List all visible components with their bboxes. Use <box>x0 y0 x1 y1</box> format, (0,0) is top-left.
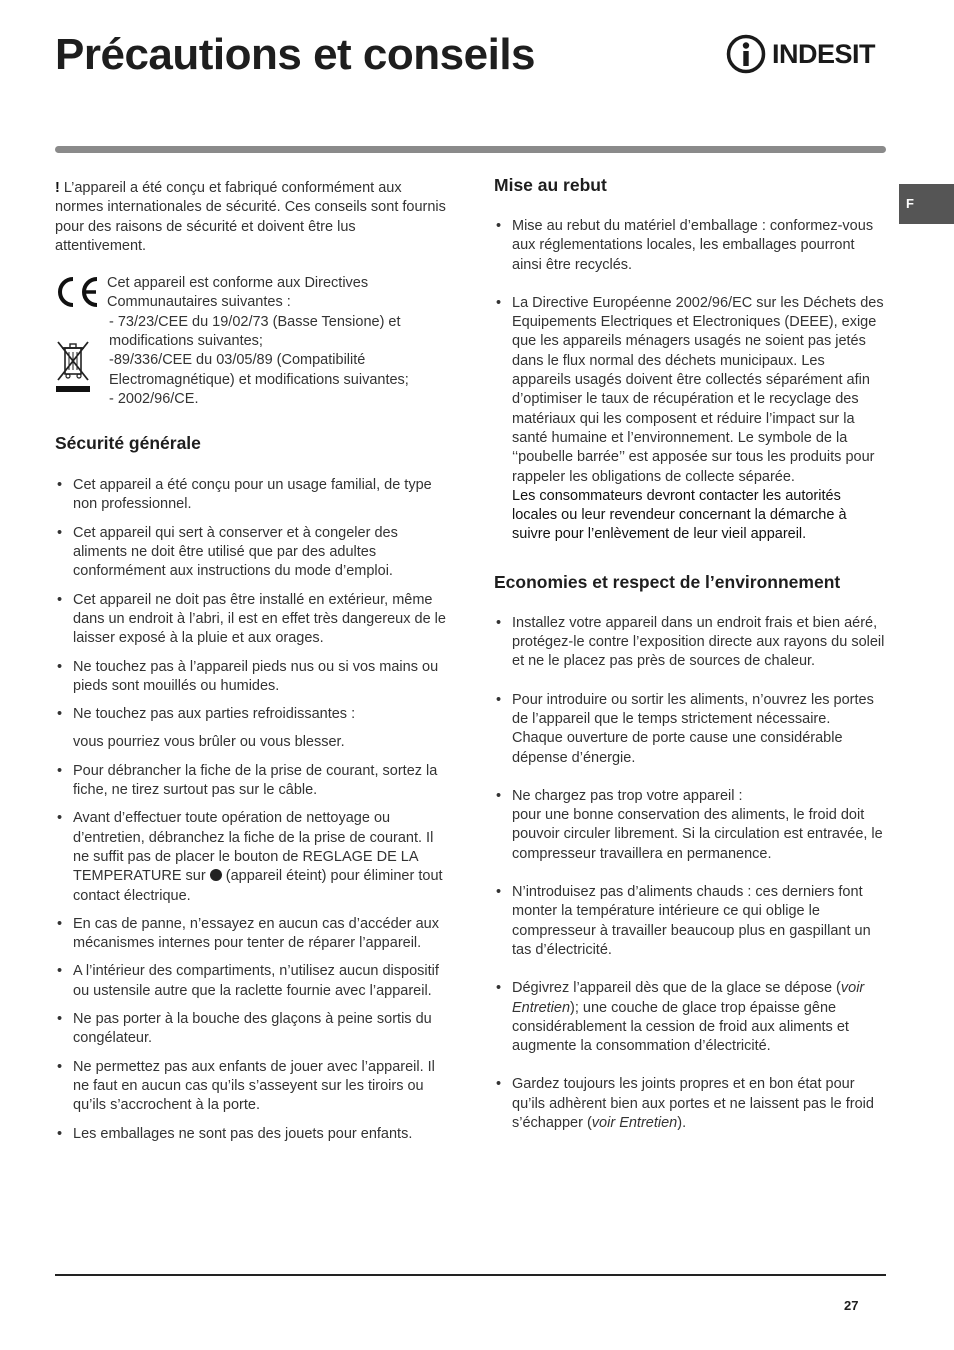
ce-directive-item: - 2002/96/CE. <box>109 390 199 407</box>
brand-name: INDESIT <box>772 38 876 69</box>
list-item <box>494 294 886 545</box>
language-tab: F <box>899 184 954 224</box>
brand-logo <box>726 34 875 74</box>
list-item <box>494 979 886 1056</box>
list-item: • En cas de panne, n’essayez en aucun cas d’accéder aux mécanismes internes pour tenter de réparer l’appareil. <box>55 915 450 954</box>
intro-paragraph <box>55 179 450 256</box>
intro-text: L’appareil a été conçu et fabriqué conformément aux normes internationales de sécurité. Ces conseils sont fournis pour des raisons de sécurité et doivent être lus attentivement. <box>55 180 446 254</box>
section-heading-economies: Economies et respect de l’environnement <box>494 571 841 592</box>
list-item-text: Gardez toujours les joints propres et en bon état pour qu’ils adhèrent bien aux portes et ne laissent pas le froid s’échapper ( <box>512 1076 874 1131</box>
list-item-text: Ne chargez pas trop votre appareil : <box>512 787 743 804</box>
list-item-text: ); une couche de glace trop épaisse gêne considérablement la cession de froid aux aliments et augmente la consommation d’électricité. <box>512 999 849 1055</box>
securite-list <box>55 476 450 1144</box>
ce-directive-item: - 73/23/CEE du 19/02/73 (Basse Tensione) et modifications suivantes; <box>109 313 401 350</box>
cross-reference: voir Entretien <box>512 980 865 1016</box>
list-item: • Installez votre appareil dans un endroit frais et bien aéré, protégez-le contre l’exposition directe aux rayons du soleil et ne le placez pas près de sources de chaleur. <box>494 614 886 672</box>
list-item: • Ne touchez pas aux parties refroidissantes : <box>55 705 450 724</box>
list-item-text: pour une bonne conservation des aliments, le froid doit pouvoir circuler librement. Si la circulation est entravée, le compresseur travaillera en permanence. <box>512 807 883 862</box>
right-column <box>494 176 886 1152</box>
list-item-text: Les consommateurs devront contacter les autorités locales ou leur revendeur concernant la démarche à suivre pour l’enlèvement de leur vieil appareil. <box>512 487 847 543</box>
list-item: • Ne pas porter à la bouche des glaçons à peine sortis du congélateur. <box>55 1010 450 1049</box>
ce-mark-icon <box>55 275 101 309</box>
list-item-text: Chaque ouverture de porte cause une considérable dépense d’énergie. <box>512 730 843 766</box>
crossed-bin-icon <box>55 338 91 394</box>
list-item: • A l’intérieur des compartiments, n’utilisez aucun dispositif ou ustensile autre que la raclette fournie avec l’appareil. <box>55 962 450 1001</box>
bottom-divider <box>55 1274 886 1276</box>
economies-list <box>494 614 886 1134</box>
list-item: • Ne touchez pas à l’appareil pieds nus ou si vos mains ou pieds sont mouillés ou humides. <box>55 658 450 697</box>
ce-lead: Cet appareil est conforme aux Directives Communautaires suivantes : <box>107 275 369 311</box>
ce-directives-text <box>107 274 450 409</box>
off-position-dot-icon <box>210 869 222 881</box>
warning-mark: ! <box>55 180 60 196</box>
list-item: • Cet appareil qui sert à conserver et à congeler des aliments ne doit être utilisé que par des adultes conformément aux instructions du mode d’emploi. <box>55 524 450 582</box>
list-item: • Cet appareil ne doit pas être installé en extérieur, même dans un endroit à l’abri, il est en effet très dangereux de le laisser exposé à la pluie et aux orages. <box>55 591 450 649</box>
list-item: • N’introduisez pas d’aliments chauds : ces derniers font monter la température intérieure ce qui oblige le compresseur à travailler beaucoup plus en gaspillant un tas d’électricité. <box>494 883 886 960</box>
list-item-text: La Directive Européenne 2002/96/EC sur les Déchets des Equipements Electriques et Electroniques (DEEE), exige que les appareils ménagers usagés ne soient pas jetés dans le flux normal des déchets municipaux. Les appareils usagés doivent être collectés séparément afin d’optimiser le taux de récupération et le recyclage des matériaux qui les composent et réduire l’impact sur la santé humaine et l’environnement. Le symbole de la ‘‘poubelle barrée’’ est apposée sur tous les produits pour rappeler les obligations de collecte séparée. <box>512 294 884 485</box>
list-item-text: (appareil éteint) pour éliminer tout contact électrique. <box>73 868 443 904</box>
list-item: • Pour débrancher la fiche de la prise de courant, sortez la fiche, ne tirez surtout pas sur le câble. <box>55 762 450 801</box>
list-item: • Mise au rebut du matériel d’emballage : conformez-vous aux réglementations locales, les emballages pourront ainsi être recyclés. <box>494 217 886 275</box>
list-item: • Ne permettez pas aux enfants de jouer avec l’appareil. Il ne faut en aucun cas qu’ils s’asseyent sur les tiroirs ou qu’ils s’accrochent à la porte. <box>55 1058 450 1116</box>
list-item <box>494 787 886 864</box>
page-title: Précautions et conseils <box>55 30 536 79</box>
indesit-logo-icon <box>726 34 766 74</box>
rebut-list <box>494 217 886 545</box>
ce-directive-item: -89/336/CEE du 03/05/89 (Compatibilité Electromagnétique) et modifications suivantes; <box>109 352 409 388</box>
section-heading-securite: Sécurité générale <box>55 433 201 454</box>
list-item-text: ). <box>677 1114 687 1131</box>
section-heading-rebut: Mise au rebut <box>494 175 607 195</box>
list-item-text: Dégivrez l’appareil dès que de la glace se dépose ( <box>512 980 841 997</box>
list-item <box>494 1075 886 1133</box>
list-item-text: Pour introduire ou sortir les aliments, n’ouvrez les portes de l’appareil que le temps strictement nécessaire. <box>512 691 874 727</box>
list-item: • Les emballages ne sont pas des jouets pour enfants. <box>55 1125 450 1144</box>
list-item-continuation: vous pourriez vous brûler ou vous blesser. <box>73 734 345 751</box>
ce-compliance-block <box>55 274 450 407</box>
left-column <box>55 179 450 1153</box>
cross-reference: voir Entretien <box>591 1114 678 1131</box>
list-item <box>55 809 450 905</box>
list-item: • Cet appareil a été conçu pour un usage familial, de type non professionnel. <box>55 476 450 515</box>
top-divider <box>55 146 886 153</box>
list-item-text: Avant d’effectuer toute opération de nettoyage ou d’entretien, débranchez la fiche de la prise de courant. Il ne suffit pas de placer le bouton de REGLAGE DE LA TEMPERATURE sur <box>73 810 434 885</box>
list-item <box>494 691 886 768</box>
page-number: 27 <box>844 1298 859 1313</box>
